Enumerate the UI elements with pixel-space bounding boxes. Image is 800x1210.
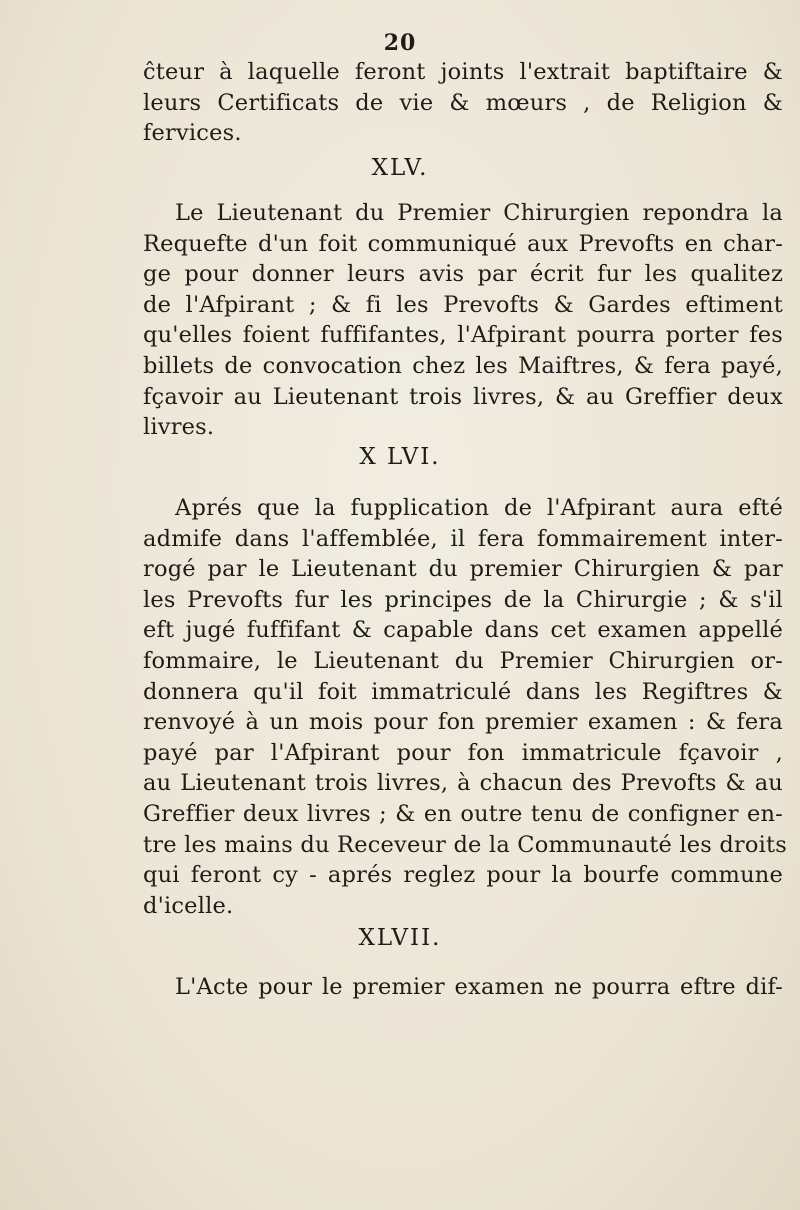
text-line: au Lieutenant trois livres, à chacun des Prevofts & au [143,770,783,797]
paragraph-continuation [143,57,783,149]
text-line: fçavoir au Lieutenant trois livres, & au Greffier deux [143,383,783,410]
text-line: de l'Afpirant ; & fi les Prevofts & Gardes eftiment [143,291,783,318]
article-heading-46: X LVI. [359,444,441,470]
text-line: les Prevofts fur les principes de la Chirurgie ; & s'il [143,586,783,613]
text-line: rogé par le Lieutenant du premier Chirurgien & par [143,556,783,583]
text-line: qui feront cy - aprés reglez pour la bourfe commune [143,862,783,889]
paragraph-article-47 [143,972,783,1003]
text-line: ĉteur à laquelle feront joints l'extrait baptiftaire & [143,59,783,85]
text-line: Requefte d'un foit communiqué aux Prevofts en char- [143,230,783,257]
text-line: donnera qu'il foit immatriculé dans les Regiftres & [143,678,783,705]
paragraph-article-45 [143,198,783,443]
text-line: leurs Certificats de vie & mœurs , de Religion & [143,89,783,116]
paragraph-article-46 [143,493,788,921]
article-heading-45: XLV. [371,155,429,181]
text-line: fervices. [143,120,242,147]
text-line: qu'elles foient fuffifantes, l'Afpirant pourra porter fes [143,322,783,349]
page-number: 20 [383,30,417,56]
text-line: L'Acte pour le premier examen ne pourra eftre dif- [175,974,783,1000]
text-line: billets de convocation chez les Maiftres, & fera payé, [143,352,783,379]
text-line: livres. [143,414,215,441]
text-line: Greffier deux livres ; & en outre tenu de configner en- [143,800,783,827]
text-line: d'icelle. [143,892,234,919]
text-line: renvoyé à un mois pour fon premier examen : & fera [143,709,783,736]
text-line: Le Lieutenant du Premier Chirurgien repondra la [175,200,783,226]
text-line: eft jugé fuffifant & capable dans cet examen appellé [143,617,783,644]
text-line: payé par l'Afpirant pour fon immatricule fçavoir , [143,739,783,766]
text-line: ge pour donner leurs avis par écrit fur les qualitez [143,261,783,288]
text-line: Aprés que la fupplication de l'Afpirant aura efté [175,495,783,521]
text-line: tre les mains du Receveur de la Communauté les droits [143,831,788,858]
text-line: admife dans l'affemblée, il fera fommairement inter- [143,525,783,552]
article-heading-47: XLVII. [358,925,442,951]
text-line: fommaire, le Lieutenant du Premier Chirurgien or- [143,647,783,674]
